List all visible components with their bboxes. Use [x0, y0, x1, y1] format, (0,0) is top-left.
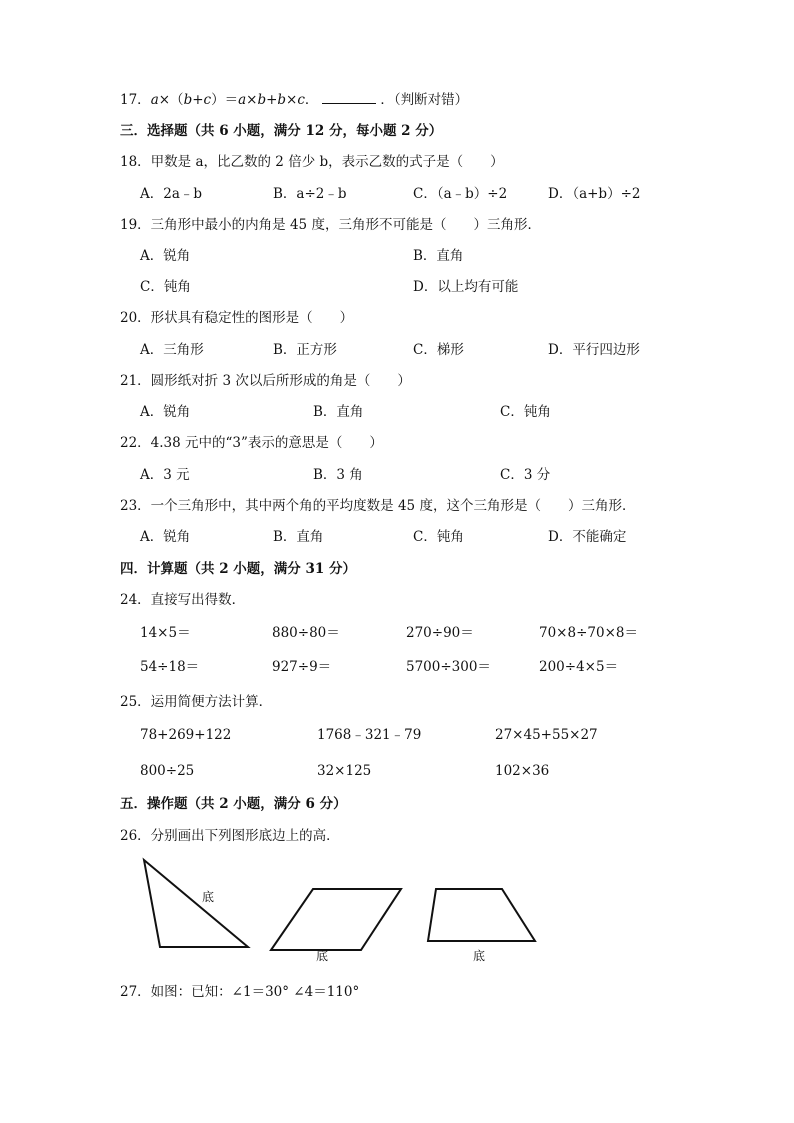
question-25-stem: 25．运用简便方法计算．	[120, 694, 273, 710]
q22-option-c[interactable]: C．3 分	[500, 467, 551, 483]
q19-option-d[interactable]: D．以上均有可能	[413, 279, 519, 295]
q23-option-c[interactable]: C．钝角	[413, 529, 464, 545]
q18-option-b[interactable]: B．a÷2﹣b	[273, 186, 347, 202]
q20-option-d[interactable]: D．平行四边形	[548, 342, 640, 358]
q24-item-4: 70×8÷70×8＝	[539, 625, 638, 641]
triangle-figure	[144, 860, 248, 947]
q23-option-a[interactable]: A．锐角	[140, 529, 191, 545]
q20-option-c[interactable]: C．梯形	[413, 342, 464, 358]
q23-option-b[interactable]: B．直角	[273, 529, 324, 545]
q24-item-3: 270÷90＝	[406, 625, 474, 641]
q20-option-a[interactable]: A．三角形	[140, 342, 204, 358]
q17-expr-c: a×b+b×c	[238, 92, 305, 108]
question-27-stem: 27．如图：已知：∠1＝30° ∠4＝110°	[120, 984, 360, 1000]
section-5-title: 五．操作题（共 2 小题，满分 6 分）	[120, 796, 347, 812]
question-19-stem: 19．三角形中最小的内角是 45 度，三角形不可能是（ ）三角形．	[120, 217, 541, 233]
q18-option-c[interactable]: C．（a﹣b）÷2	[413, 186, 508, 202]
trapezoid-figure	[428, 889, 535, 941]
q25-item-2: 1768﹣321﹣79	[317, 727, 422, 743]
q21-option-b[interactable]: B．直角	[313, 404, 364, 420]
question-17	[120, 91, 468, 109]
q21-option-a[interactable]: A．锐角	[140, 404, 191, 420]
q24-item-8: 200÷4×5＝	[539, 659, 619, 675]
parallelogram-base-label: 底	[316, 949, 329, 963]
section-3-title: 三．选择题（共 6 小题，满分 12 分，每小题 2 分）	[120, 123, 443, 139]
q17-expr-end: ．	[304, 92, 319, 108]
q25-item-3: 27×45+55×27	[495, 727, 598, 743]
q19-option-c[interactable]: C．钝角	[140, 279, 191, 295]
q17-expr-b: b+c	[183, 92, 212, 108]
q24-item-6: 927÷9＝	[272, 659, 332, 675]
q25-item-4: 800÷25	[140, 763, 195, 779]
q22-option-b[interactable]: B．3 角	[313, 467, 363, 483]
q26-figures	[130, 852, 570, 972]
trapezoid-base-label: 底	[473, 949, 486, 963]
q21-option-c[interactable]: C．钝角	[500, 404, 551, 420]
question-24-stem: 24．直接写出得数．	[120, 592, 246, 608]
question-20-stem: 20．形状具有稳定性的图形是（ ）	[120, 310, 354, 326]
q25-item-6: 102×36	[495, 763, 550, 779]
answer-blank[interactable]	[322, 91, 376, 104]
parallelogram-figure	[271, 889, 401, 950]
q25-item-5: 32×125	[317, 763, 372, 779]
q17-number: 17．	[120, 92, 151, 108]
q24-item-2: 880÷80＝	[272, 625, 340, 641]
triangle-base-label: 底	[202, 890, 215, 904]
q19-option-b[interactable]: B．直角	[413, 248, 464, 264]
q17-note: ．（判断对错）	[380, 92, 469, 108]
q17-expr-a: a	[150, 92, 159, 108]
q18-option-a[interactable]: A．2a﹣b	[140, 186, 203, 202]
q18-option-d[interactable]: D．（a+b）÷2	[548, 186, 641, 202]
q24-item-7: 5700÷300＝	[406, 659, 491, 675]
question-21-stem: 21．圆形纸对折 3 次以后所形成的角是（ ）	[120, 373, 411, 389]
q17-expr-2: ）＝	[211, 92, 239, 108]
q20-option-b[interactable]: B．正方形	[273, 342, 337, 358]
q23-option-d[interactable]: D．不能确定	[548, 529, 627, 545]
q17-expr-1: ×（	[158, 92, 184, 108]
q22-option-a[interactable]: A．3 元	[140, 467, 190, 483]
question-18-stem: 18．甲数是 a，比乙数的 2 倍少 b，表示乙数的式子是（ ）	[120, 154, 504, 170]
question-26-stem: 26．分别画出下列图形底边上的高．	[120, 828, 340, 844]
section-4-title: 四．计算题（共 2 小题，满分 31 分）	[120, 561, 356, 577]
question-23-stem: 23．一个三角形中，其中两个角的平均度数是 45 度，这个三角形是（ ）三角形．	[120, 498, 636, 514]
q25-item-1: 78+269+122	[140, 727, 232, 743]
q24-item-5: 54÷18＝	[140, 659, 200, 675]
q19-option-a[interactable]: A．锐角	[140, 248, 191, 264]
question-22-stem: 22．4.38 元中的“3”表示的意思是（ ）	[120, 435, 383, 451]
q24-item-1: 14×5＝	[140, 625, 191, 641]
